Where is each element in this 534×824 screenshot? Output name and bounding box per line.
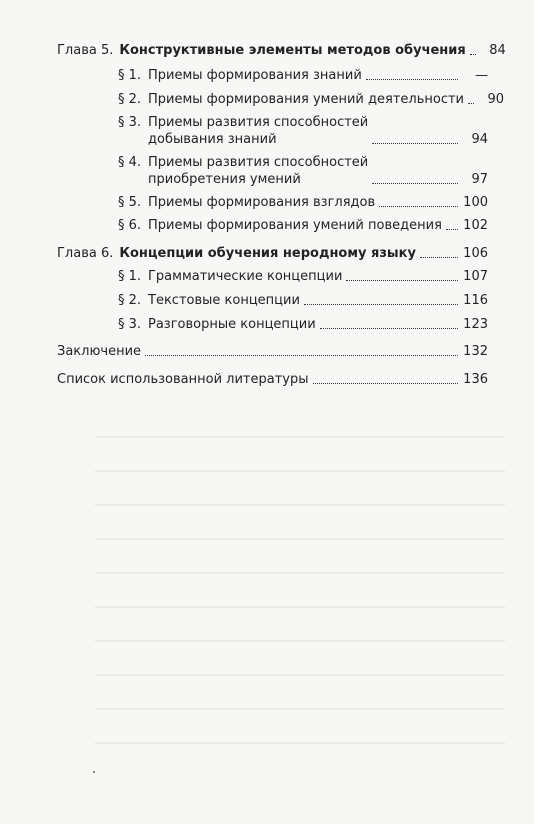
section-title: Текстовые концепции bbox=[148, 293, 300, 308]
page-number: — bbox=[475, 68, 488, 83]
toc-section bbox=[118, 114, 488, 148]
dot-leader bbox=[346, 280, 458, 281]
toc-chapter-5 bbox=[57, 42, 506, 59]
chapter-prefix: Глава 6. bbox=[57, 246, 114, 261]
entry-label: Заключение bbox=[57, 344, 142, 359]
section-number: § 1. bbox=[118, 68, 142, 83]
section-title: Приемы развития способностей bbox=[148, 115, 369, 130]
toc-section bbox=[118, 292, 488, 309]
section-title: Приемы формирования взглядов bbox=[148, 195, 376, 210]
entry-label: Список использованной литературы bbox=[57, 372, 309, 387]
toc-section bbox=[118, 217, 488, 234]
page-number: 136 bbox=[463, 372, 488, 387]
page-number: 132 bbox=[463, 344, 488, 359]
toc-section bbox=[118, 194, 488, 211]
section-number: § 3. bbox=[118, 115, 142, 130]
section-number: § 2. bbox=[118, 293, 142, 308]
dot-leader bbox=[372, 143, 458, 144]
toc-chapter-6 bbox=[57, 245, 488, 262]
section-number: § 1. bbox=[118, 269, 142, 284]
chapter-title: Конструктивные элементы методов обучения bbox=[119, 43, 466, 58]
dot-leader bbox=[320, 328, 458, 329]
dot-leader bbox=[379, 206, 458, 207]
dot-leader bbox=[313, 383, 459, 384]
section-number: § 5. bbox=[118, 195, 142, 210]
section-title: Приемы развития способностей bbox=[148, 155, 369, 170]
dot-leader bbox=[446, 229, 458, 230]
dot-leader bbox=[470, 54, 476, 55]
dot-leader bbox=[468, 103, 474, 104]
dot-leader bbox=[366, 79, 458, 80]
paper-speck bbox=[93, 771, 95, 773]
section-number: § 4. bbox=[118, 155, 142, 170]
page-number: 100 bbox=[463, 195, 488, 210]
dot-leader bbox=[145, 355, 458, 356]
dot-leader bbox=[372, 183, 458, 184]
section-number: § 6. bbox=[118, 218, 142, 233]
toc-section bbox=[118, 154, 488, 188]
chapter-title: Концепции обучения неродному языку bbox=[119, 246, 416, 261]
toc-section bbox=[118, 268, 488, 285]
page-number: 84 bbox=[489, 43, 506, 58]
page-number: 94 bbox=[471, 132, 488, 147]
section-number: § 2. bbox=[118, 92, 142, 107]
show-through-texture bbox=[95, 420, 505, 760]
section-title-cont: добывания знаний bbox=[148, 132, 277, 147]
toc-references bbox=[57, 371, 488, 388]
section-title: Приемы формирования умений поведения bbox=[148, 218, 442, 233]
section-number: § 3. bbox=[118, 317, 142, 332]
section-title-cont: приобретения умений bbox=[148, 172, 301, 187]
section-title: Приемы формирования умений деятельности bbox=[148, 92, 464, 107]
page-number: 123 bbox=[463, 317, 488, 332]
dot-leader bbox=[304, 304, 458, 305]
page-number: 102 bbox=[463, 218, 488, 233]
toc-conclusion bbox=[57, 343, 488, 360]
page-number: 97 bbox=[471, 172, 488, 187]
toc-section bbox=[118, 316, 488, 333]
toc-section bbox=[118, 91, 504, 108]
section-title: Грамматические концепции bbox=[148, 269, 343, 284]
page-number: 90 bbox=[487, 92, 504, 107]
page-number: 106 bbox=[463, 246, 488, 261]
page-number: 116 bbox=[463, 293, 488, 308]
section-title: Приемы формирования знаний bbox=[148, 68, 362, 83]
chapter-prefix: Глава 5. bbox=[57, 43, 114, 58]
toc-section bbox=[118, 67, 488, 84]
page-number: 107 bbox=[463, 269, 488, 284]
section-title: Разговорные концепции bbox=[148, 317, 316, 332]
dot-leader bbox=[420, 257, 458, 258]
